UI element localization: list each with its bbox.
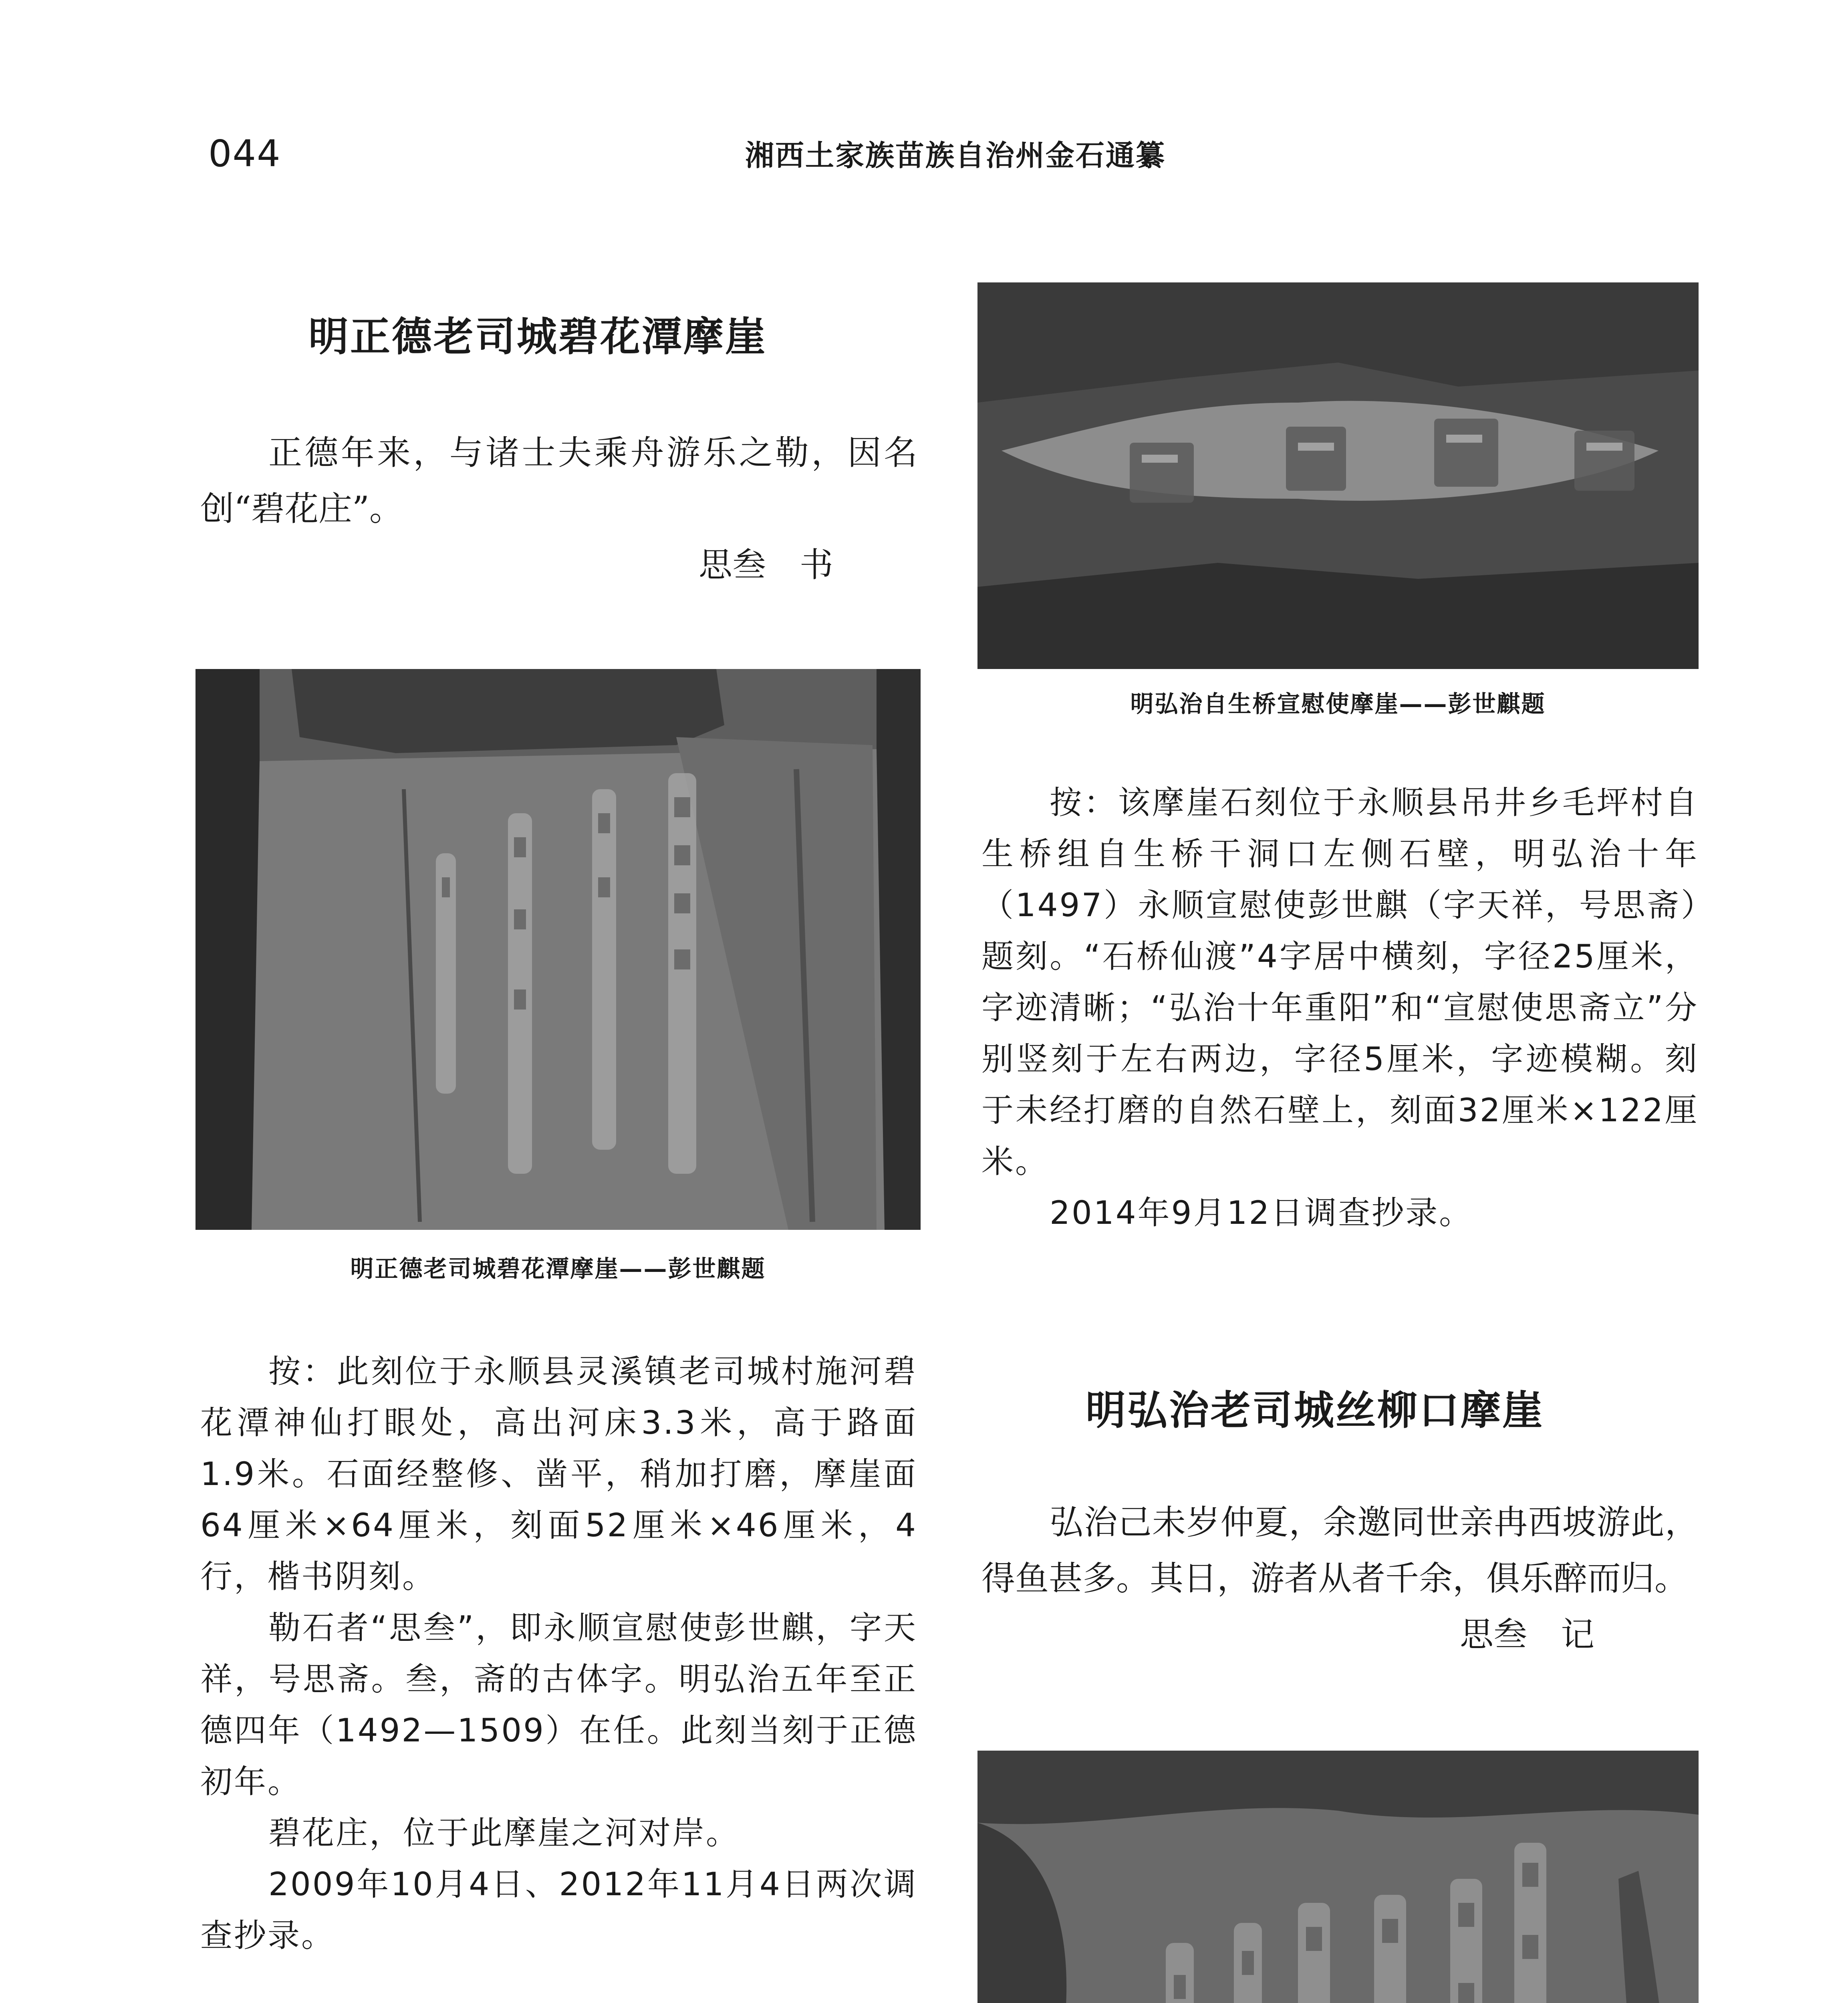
section3-inscription-block <box>981 1494 1699 1662</box>
section1-photo-caption: 明正德老司城碧花潭摩崖——彭世麒题 <box>350 1255 766 1282</box>
section1-note-paragraph: 2009年10月4日、2012年11月4日两次调查抄录。 <box>200 1866 917 1954</box>
section3-photo <box>977 1751 1699 2003</box>
section2-photo <box>977 282 1699 669</box>
section1-note-paragraph: 碧花庄，位于此摩崖之河对岸。 <box>268 1814 740 1852</box>
section1-notes <box>200 1346 917 1961</box>
section3-inscription: 弘治己未岁仲夏，余邀同世亲冉西坡游此，得鱼甚多。其日，游者从者千余，俱乐醉而归。 <box>981 1503 1699 1598</box>
carved-cliff-image <box>977 1751 1699 2003</box>
section1-inscription: 正德年来，与诸士夫乘舟游乐之勒，因名创“碧花庄”。 <box>200 433 917 528</box>
section2-note-paragraph: 按：该摩崖石刻位于永顺县吊井乡毛坪村自生桥组自生桥干洞口左侧石壁，明弘治十年（1497）永顺宣慰使彭世麒（字天祥，号思斋）题刻。“石桥仙渡”4字居中横刻，字径25厘米，字迹清晰；“弘治十年重阳”和“宣慰使思斋立”分别竖刻于左右两边，字径5厘米，字迹模糊。刻于未经打磨的自然石壁上，刻面32厘米×122厘米。 <box>981 784 1699 1180</box>
section2-photo-caption: 明弘治自生桥宣慰使摩崖——彭世麒题 <box>1130 690 1546 717</box>
cliff-inscription-image <box>977 282 1699 669</box>
section1-note-paragraph: 勒石者“思叁”，即永顺宣慰使彭世麒，字天祥，号思斋。叁，斋的古体字。明弘治五年至正德四年（1492—1509）在任。此刻当刻于正德初年。 <box>200 1609 917 1800</box>
section1-photo <box>195 669 921 1230</box>
section2-notes <box>981 777 1699 1239</box>
section2-note-paragraph: 2014年9月12日调查抄录。 <box>1050 1194 1473 1231</box>
running-head: 湘西土家族苗族自治州金石通纂 <box>745 139 1166 172</box>
section3-title: 明弘治老司城丝柳口摩崖 <box>1086 1387 1544 1434</box>
section1-inscription-block <box>200 425 917 593</box>
section1-signature: 思叁 书 <box>698 545 833 584</box>
section3-signature: 思叁 记 <box>1459 1615 1594 1654</box>
section1-note-paragraph: 按：此刻位于永顺县灵溪镇老司城村施河碧花潭神仙打眼处，高出河床3.3米，高于路面1.9米。石面经整修、凿平，稍加打磨，摩崖面64厘米×64厘米，刻面52厘米×46厘米，4行，楷书阴刻。 <box>200 1353 917 1595</box>
carved-rock-image <box>195 669 921 1230</box>
section1-title: 明正德老司城碧花潭摩崖 <box>308 313 767 360</box>
page-number: 044 <box>208 132 281 175</box>
